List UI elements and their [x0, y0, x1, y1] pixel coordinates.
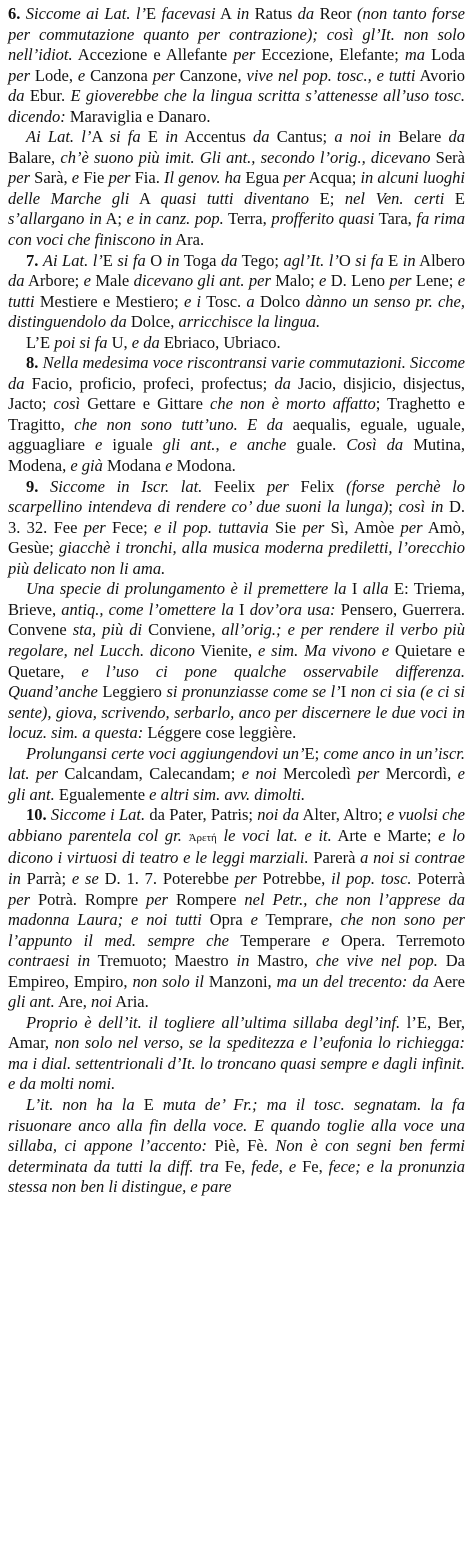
paragraph: 7. Ai Lat. l’E si fa O in Toga da Tego; agl’It. l’O si fa E in Albero da Arbore; e Male dicevano gli ant. per Malo; e D. Leno per Lene; e tutti Mestiere e Mestiero; e i Tosc. a Dolco dànno un senso pr. che, distinguendolo da Dolce, arricchisce la lingua.	[8, 250, 466, 332]
paragraph: Ai Lat. l’A si fa E in Accentus da Cantus; a noi in Belare da Balare, ch’è suono più imit. Gli ant., secondo l’orig., dicevano Serà per Sarà, e Fie per Fia. Il genov. ha Egua per Acqua; in alcuni luoghi delle Marche gli A quasi tutti diventano E; nel Ven. certi E s’allargano in A; e in canz. pop. Terra, profferito quasi Tara, fa rima con voci che finiscono in Ara.	[8, 127, 465, 250]
paragraph: 9. Siccome in Iscr. lat. Feelix per Felix (forse perchè lo scarpellino intendeva di rendere co’ due suoni la lunga); così in D. 3. 32. Fee per Fece; e il pop. tuttavia Sie per Sì, Amòe per Amò, Gesùe; giacchè i tronchi, alla musica moderna prediletti, l’orecchio più delicato non li ama.	[8, 476, 466, 578]
paragraph: Prolungansi certe voci aggiungendovi un’E; come anco in un’iscr. lat. per Calcandam, Calecandam; e noi Mercoledì per Mercordì, e gli ant. Egualemente e altri sim. avv. dimolti.	[8, 743, 465, 804]
paragraph: L’E poi si fa U, e da Ebriaco, Ubriaco.	[26, 332, 281, 352]
paragraph: 8. Nella medesima voce riscontransi varie commutazioni. Siccome da Facio, proficio, profeci, profectus; da Jacio, disjicio, disjectus, Jacto; così Gettare e Gittare che non è morto affatto; Traghetto e Tragitto, che non sono tutt’uno. E da aequalis, eguale, uguale, agguagliare e iguale gli ant., e anche guale. Così da Mutina, Modena, e già Modana e Modona.	[8, 353, 466, 476]
paragraph: 6. Siccome ai Lat. l’E facevasi A in Ratus da Reor (non tanto forse per commutazione quanto per contrazione); così gl’It. non solo nell’idiot. Accezione e Allefante per Eccezione, Elefante; ma Loda per Lode, e Canzona per Canzone, vive nel pop. tosc., e tutti Avorio da Ebur. E gioverebbe che la lingua scritta s’attenesse all’uso tosc. dicendo: Maraviglia e Danaro.	[8, 4, 466, 126]
paragraph: Proprio è dell’it. il togliere all’ultima sillaba degl’inf. l’E, Ber, Amar, non solo nel verso, se la speditezza e l’eufonia lo richiegga: ma i dial. settentrionali d’It. lo troncano quasi sempre e dagli infinit. e da molti nomi.	[8, 1012, 466, 1094]
paragraph: L’it. non ha la E muta de’ Fr.; ma il tosc. segnatam. la fa risuonare anco alla fin della voce. E quando toglie alla voce una sillaba, ci appone l’accento: Piè, Fè. Non è con segni ben fermi determinata da tutti la diff. tra Fe, fede, e Fe, fece; e la pronunzia stessa non ben li distingue, e pare	[8, 1094, 466, 1197]
paragraph: Una specie di prolungamento è il premettere la I alla E: Triema, Brieve, antiq., come l’omettere la I dov’ora usa: Pensero, Guerrera. Convene sta, più di Conviene, all’orig.; e per rendere il verbo più regolare, nel Lucch. dicono Vienite, e sim. Ma vivono e Quietare e Quetare, e l’uso ci pone qualche osservabile differenza. Quand’anche Leggiero si pronunziasse come se l’I non ci sia (e ci si sente), giova, scrivendo, serbarlo, anco per discernere le due voci in locuz. sim. a questa: Léggere cose leggière.	[8, 579, 466, 743]
paragraph: 10. Siccome i Lat. da Pater, Patris; noi da Alter, Altro; e vuolsi che abbiano parentela col gr. Ἀρετή le voci lat. e it. Arte e Marte; e lo dicono i virtuosi di teatro e le leggi marziali. Parerà a noi si contrae in Parrà; e se D. 1. 7. Poterebbe per Potrebbe, il pop. tosc. Poterrà per Potrà. Rompre per Rompere nel Petr., che non l’apprese da madonna Laura; e noi tutti Opra e Temprare, che non sono per l’appunto il med. sempre che Temperare e Opera. Terremoto contraesi in Tremuoto; Maestro in Mastro, che vive nel pop. Da Empireo, Empiro, non solo il Manzoni, ma un del trecento: da Aere gli ant. Are, noi Aria.	[8, 805, 466, 1012]
